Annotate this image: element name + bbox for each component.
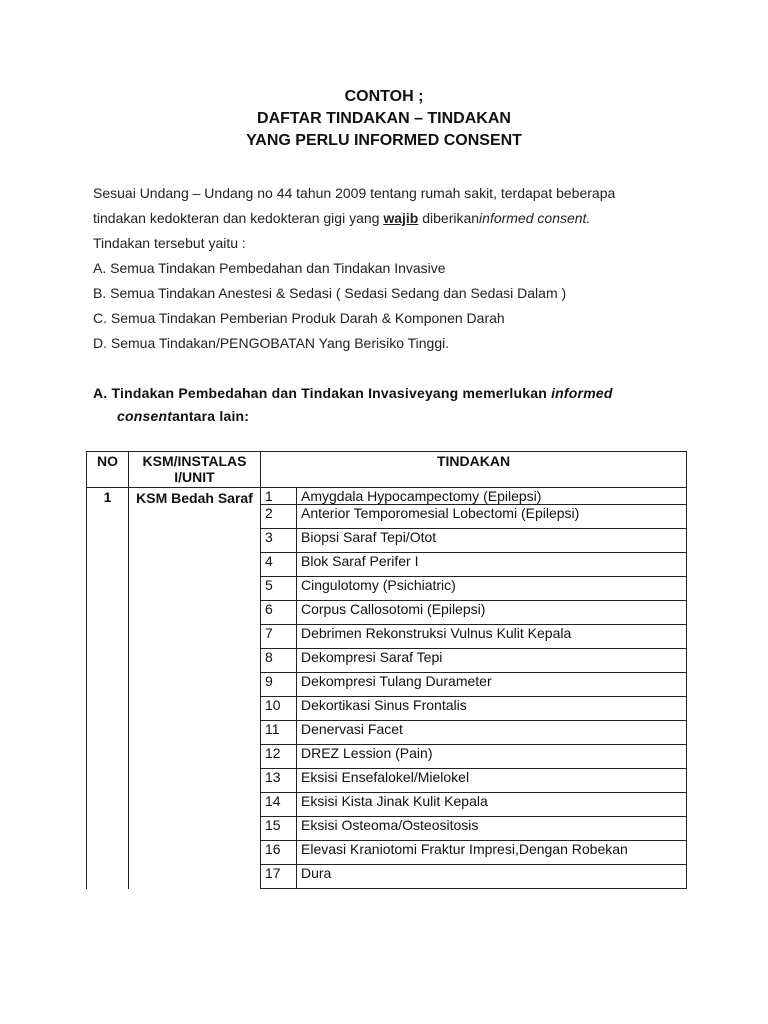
procedures-table-wrap [86,451,686,889]
header-ksm: KSM/INSTALAS I/UNIT [129,452,261,488]
row-action: Cingulotomy (Psichiatric) [297,577,687,601]
row-number: 8 [261,649,297,673]
table-body [87,488,687,889]
row-number: 12 [261,745,297,769]
title-line-3: YANG PERLU INFORMED CONSENT [246,132,522,149]
wajib-emphasis: wajib [383,210,419,226]
group-no: 1 [87,488,129,889]
intro-item-a: A. Semua Tindakan Pembedahan dan Tindakan Invasive [93,260,446,276]
row-number: 3 [261,529,297,553]
informed-consent-emphasis: informed consent. [479,210,591,226]
row-number: 2 [261,505,297,529]
row-action: Debrimen Rekonstruksi Vulnus Kulit Kepala [297,625,687,649]
intro-line-1: Sesuai Undang – Undang no 44 tahun 2009 tentang rumah sakit, terdapat beberapa [93,185,616,201]
section-heading-text: A. Tindakan Pembedahan dan Tindakan Invasiveyang memerlukan [93,385,552,401]
row-number: 11 [261,721,297,745]
row-action: Dura [297,865,687,889]
row-number: 6 [261,601,297,625]
row-action: Eksisi Ensefalokel/Mielokel [297,769,687,793]
row-number: 9 [261,673,297,697]
section-heading-italic: informed [551,385,613,401]
procedures-table [86,451,687,889]
row-number: 5 [261,577,297,601]
row-action: Corpus Callosotomi (Epilepsi) [297,601,687,625]
title-line-1: CONTOH ; [344,88,424,105]
row-number: 16 [261,841,297,865]
section-heading-line-1 [93,382,693,405]
header-no: NO [87,452,129,488]
row-number: 10 [261,697,297,721]
intro-line-2 [93,206,693,231]
row-action: Dekompresi Saraf Tepi [297,649,687,673]
section-heading-line-2 [93,405,693,428]
row-number: 13 [261,769,297,793]
row-action: Dekortikasi Sinus Frontalis [297,697,687,721]
intro-item-c: C. Semua Tindakan Pemberian Produk Darah & Komponen Darah [93,310,505,326]
row-number: 1 [261,488,297,505]
row-action: DREZ Lession (Pain) [297,745,687,769]
intro-item-d: D. Semua Tindakan/PENGOBATAN Yang Berisiko Tinggi. [93,335,450,351]
row-action: Denervasi Facet [297,721,687,745]
section-heading-text: antara lain: [172,408,250,424]
row-action: Blok Saraf Perifer I [297,553,687,577]
intro-line-3: Tindakan tersebut yaitu : [93,235,246,251]
row-action: Elevasi Kraniotomi Fraktur Impresi,Dengan Robekan [297,841,687,865]
row-action: Eksisi Osteoma/Osteositosis [297,817,687,841]
row-action: Biopsi Saraf Tepi/Otot [297,529,687,553]
section-a-heading [93,382,693,428]
row-action: Dekompresi Tulang Durameter [297,673,687,697]
row-action: Amygdala Hypocampectomy (Epilepsi) [297,488,687,505]
row-number: 17 [261,865,297,889]
intro-paragraph [93,181,693,356]
intro-text: diberikan [418,210,480,226]
row-action: Anterior Temporomesial Lobectomi (Epilepsi) [297,505,687,529]
section-heading-italic: consent [117,408,173,424]
document-title [0,86,768,152]
group-ksm: KSM Bedah Saraf [129,488,261,889]
intro-item-b: B. Semua Tindakan Anestesi & Sedasi ( Sedasi Sedang dan Sedasi Dalam ) [93,285,567,301]
row-action: Eksisi Kista Jinak Kulit Kepala [297,793,687,817]
title-line-2: DAFTAR TINDAKAN – TINDAKAN [257,110,511,127]
header-tindakan: TINDAKAN [261,452,687,488]
intro-text: tindakan kedokteran dan kedokteran gigi yang [93,210,384,226]
row-number: 7 [261,625,297,649]
row-number: 4 [261,553,297,577]
row-number: 14 [261,793,297,817]
table-header-row [87,452,687,488]
table-row [87,488,687,505]
row-number: 15 [261,817,297,841]
